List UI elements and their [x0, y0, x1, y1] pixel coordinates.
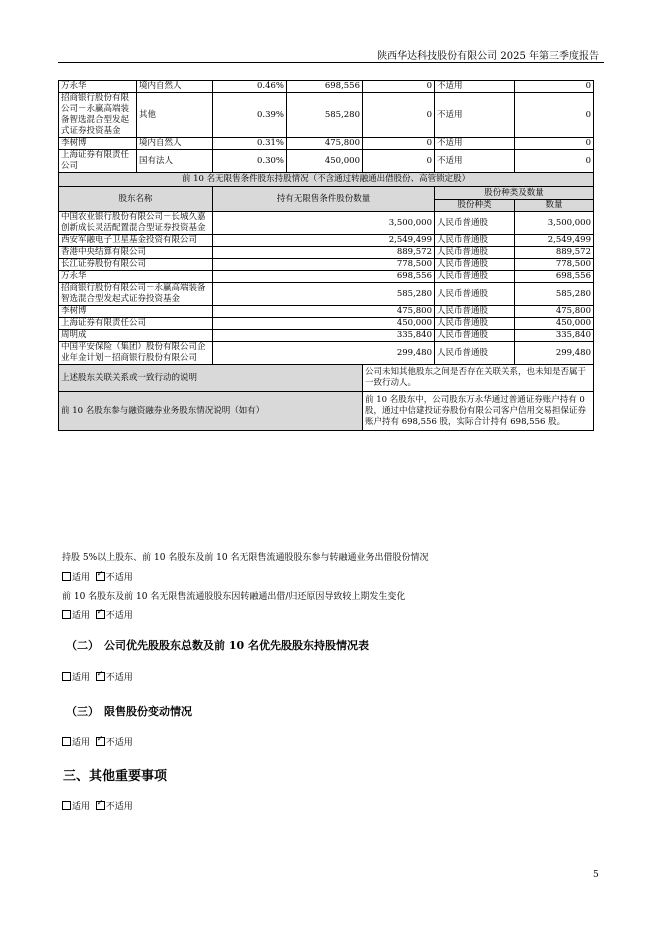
holder-pledge-status: 不适用	[435, 138, 515, 150]
label-applicable: 适用	[72, 673, 91, 683]
unrestricted-holder-name: 李树博	[59, 306, 213, 318]
unrestricted-row	[59, 259, 594, 271]
col-kind-group: 股份种类及数量	[435, 187, 594, 200]
unrestricted-row	[59, 330, 594, 342]
holder-shares: 585,280	[287, 93, 363, 138]
unrestricted-kind: 人民币普通股	[435, 306, 515, 318]
unrestricted-holder-name: 万永华	[59, 271, 213, 283]
related-text: 公司未知其他股东之间是否存在关联关系，也未知是否属于一致行动人。	[363, 365, 594, 392]
label-applicable: 适用	[72, 611, 91, 621]
unrestricted-row	[59, 283, 594, 306]
unrestricted-kind: 人民币普通股	[435, 247, 515, 259]
margin-text: 前 10 名股东中，公司股东万永华通过普通证券账户持有 0 股，通过中信建投证券股份有限公司客户信用交易担保证券账户持有 698,556 股，实际合计持有 698,556 股。	[363, 392, 594, 431]
unrestricted-kind: 人民币普通股	[435, 235, 515, 247]
unrestricted-holder-name: 西安军融电子卫星基金投资有限公司	[59, 235, 213, 247]
unrestricted-count: 3,500,000	[515, 212, 594, 235]
holder-pct: 0.46%	[213, 81, 287, 93]
unrestricted-qty: 889,572	[213, 247, 435, 259]
unrestricted-kind: 人民币普通股	[435, 283, 515, 306]
checkbox-line-3	[62, 670, 133, 683]
holder-pledge-status: 不适用	[435, 81, 515, 93]
holder-pledge-num: 0	[515, 150, 594, 173]
unrestricted-holder-name: 中国平安保险（集团）股份有限公司企业年金计划－招商银行股份有限公司	[59, 342, 213, 365]
unrestricted-count: 698,556	[515, 271, 594, 283]
unrestricted-title-row	[59, 173, 594, 187]
checkbox-unchecked[interactable]	[62, 572, 71, 581]
col-shareholder-name: 股东名称	[59, 187, 213, 212]
checkbox-checked[interactable]	[96, 801, 105, 810]
holder-type: 境内自然人	[137, 81, 213, 93]
holder-pct: 0.31%	[213, 138, 287, 150]
unrestricted-row	[59, 235, 594, 247]
unrestricted-holder-name: 中国农业银行股份有限公司－长城久嘉创新成长灵活配置混合型证券投资基金	[59, 212, 213, 235]
unrestricted-qty: 335,840	[213, 330, 435, 342]
unrestricted-kind: 人民币普通股	[435, 271, 515, 283]
checkbox-line-1	[62, 570, 133, 583]
header-divider	[58, 62, 604, 63]
section-2-number: （二）	[66, 639, 99, 652]
unrestricted-qty: 450,000	[213, 318, 435, 330]
holder-pledge-num: 0	[515, 93, 594, 138]
unrestricted-holder-name: 周明成	[59, 330, 213, 342]
unrestricted-header-row-1	[59, 187, 594, 200]
holder-pct: 0.39%	[213, 93, 287, 138]
unrestricted-title: 前 10 名无限售条件股东持股情况（不含通过转融通出借股份、高管锁定股）	[59, 173, 594, 187]
checkbox-unchecked[interactable]	[62, 737, 71, 746]
unrestricted-count: 889,572	[515, 247, 594, 259]
para-lending: 持股 5%以上股东、前 10 名股东及前 10 名无限售流通股股东参与转融通业务出借股份情况	[62, 553, 429, 563]
unrestricted-kind: 人民币普通股	[435, 259, 515, 271]
holder-name: 上海证券有限责任公司	[59, 150, 137, 173]
holder-shares: 475,800	[287, 138, 363, 150]
label-not-applicable: 不适用	[105, 738, 133, 748]
holder-restricted: 0	[363, 81, 435, 93]
label-applicable: 适用	[72, 573, 91, 583]
label-not-applicable: 不适用	[105, 802, 133, 812]
holder-pct: 0.30%	[213, 150, 287, 173]
label-applicable: 适用	[72, 802, 91, 812]
holder-type: 境内自然人	[137, 138, 213, 150]
unrestricted-qty: 778,500	[213, 259, 435, 271]
unrestricted-qty: 475,800	[213, 306, 435, 318]
unrestricted-count: 475,800	[515, 306, 594, 318]
top-holder-row	[59, 138, 594, 150]
unrestricted-qty: 698,556	[213, 271, 435, 283]
unrestricted-qty: 2,549,499	[213, 235, 435, 247]
checkbox-checked[interactable]	[96, 737, 105, 746]
holder-pledge-num: 0	[515, 81, 594, 93]
checkbox-line-2	[62, 608, 133, 621]
unrestricted-holder-name: 香港中央结算有限公司	[59, 247, 213, 259]
checkbox-line-5	[62, 799, 133, 812]
unrestricted-row	[59, 247, 594, 259]
unrestricted-row	[59, 306, 594, 318]
holder-pledge-num: 0	[515, 138, 594, 150]
unrestricted-holder-name: 上海证券有限责任公司	[59, 318, 213, 330]
unrestricted-kind: 人民币普通股	[435, 330, 515, 342]
checkbox-line-4	[62, 735, 133, 748]
label-applicable: 适用	[72, 738, 91, 748]
col-share-count: 数量	[515, 200, 594, 212]
related-row	[59, 365, 594, 392]
label-not-applicable: 不适用	[105, 611, 133, 621]
margin-row	[59, 392, 594, 431]
unrestricted-qty: 585,280	[213, 283, 435, 306]
related-label: 上述股东关联关系或一致行动的说明	[59, 365, 363, 392]
holder-pledge-status: 不适用	[435, 150, 515, 173]
unrestricted-holder-name: 招商银行股份有限公司－永赢高端装备智选混合型发起式证券投资基金	[59, 283, 213, 306]
checkbox-checked[interactable]	[96, 610, 105, 619]
section-other-title: 三、其他重要事项	[63, 769, 168, 784]
label-not-applicable: 不适用	[105, 573, 133, 583]
holder-shares: 698,556	[287, 81, 363, 93]
holder-name: 万永华	[59, 81, 137, 93]
unrestricted-row	[59, 212, 594, 235]
holder-pledge-status: 不适用	[435, 93, 515, 138]
unrestricted-count: 778,500	[515, 259, 594, 271]
shareholder-table	[58, 80, 594, 431]
section-3-number: （三）	[66, 705, 99, 718]
col-share-kind: 股份种类	[435, 200, 515, 212]
unrestricted-row	[59, 271, 594, 283]
unrestricted-row	[59, 318, 594, 330]
checkbox-unchecked[interactable]	[62, 801, 71, 810]
holder-type: 国有法人	[137, 150, 213, 173]
holder-restricted: 0	[363, 138, 435, 150]
page-header-title: 陕西华达科技股份有限公司 2025 年第三季度报告	[377, 51, 599, 62]
checkbox-unchecked[interactable]	[62, 672, 71, 681]
holder-restricted: 0	[363, 150, 435, 173]
col-unrestricted-qty: 持有无限售条件股份数量	[213, 187, 435, 212]
section-2-title: 公司优先股股东总数及前 10 名优先股股东持股情况表	[104, 639, 369, 652]
checkbox-checked[interactable]	[96, 672, 105, 681]
checkbox-checked[interactable]	[96, 572, 105, 581]
unrestricted-count: 2,549,499	[515, 235, 594, 247]
top-holder-row	[59, 93, 594, 138]
holder-name: 招商银行股份有限公司－永赢高端装备智选混合型发起式证券投资基金	[59, 93, 137, 138]
unrestricted-count: 585,280	[515, 283, 594, 306]
margin-label: 前 10 名股东参与融资融券业务股东情况说明（如有）	[59, 392, 363, 431]
top-holder-row	[59, 81, 594, 93]
label-not-applicable: 不适用	[105, 673, 133, 683]
unrestricted-count: 335,840	[515, 330, 594, 342]
unrestricted-qty: 3,500,000	[213, 212, 435, 235]
top-holder-row	[59, 150, 594, 173]
unrestricted-kind: 人民币普通股	[435, 212, 515, 235]
unrestricted-row	[59, 342, 594, 365]
holder-restricted: 0	[363, 93, 435, 138]
unrestricted-count: 299,480	[515, 342, 594, 365]
section-3-title: 限售股份变动情况	[104, 705, 192, 718]
page-number: 5	[593, 870, 599, 880]
para-change: 前 10 名股东及前 10 名无限售流通股股东因转融通出借/归还原因导致较上期发生变化	[62, 592, 406, 602]
holder-shares: 450,000	[287, 150, 363, 173]
unrestricted-kind: 人民币普通股	[435, 342, 515, 365]
holder-type: 其他	[137, 93, 213, 138]
unrestricted-count: 450,000	[515, 318, 594, 330]
holder-name: 李树博	[59, 138, 137, 150]
unrestricted-qty: 299,480	[213, 342, 435, 365]
checkbox-unchecked[interactable]	[62, 610, 71, 619]
unrestricted-kind: 人民币普通股	[435, 318, 515, 330]
unrestricted-holder-name: 长江证券股份有限公司	[59, 259, 213, 271]
